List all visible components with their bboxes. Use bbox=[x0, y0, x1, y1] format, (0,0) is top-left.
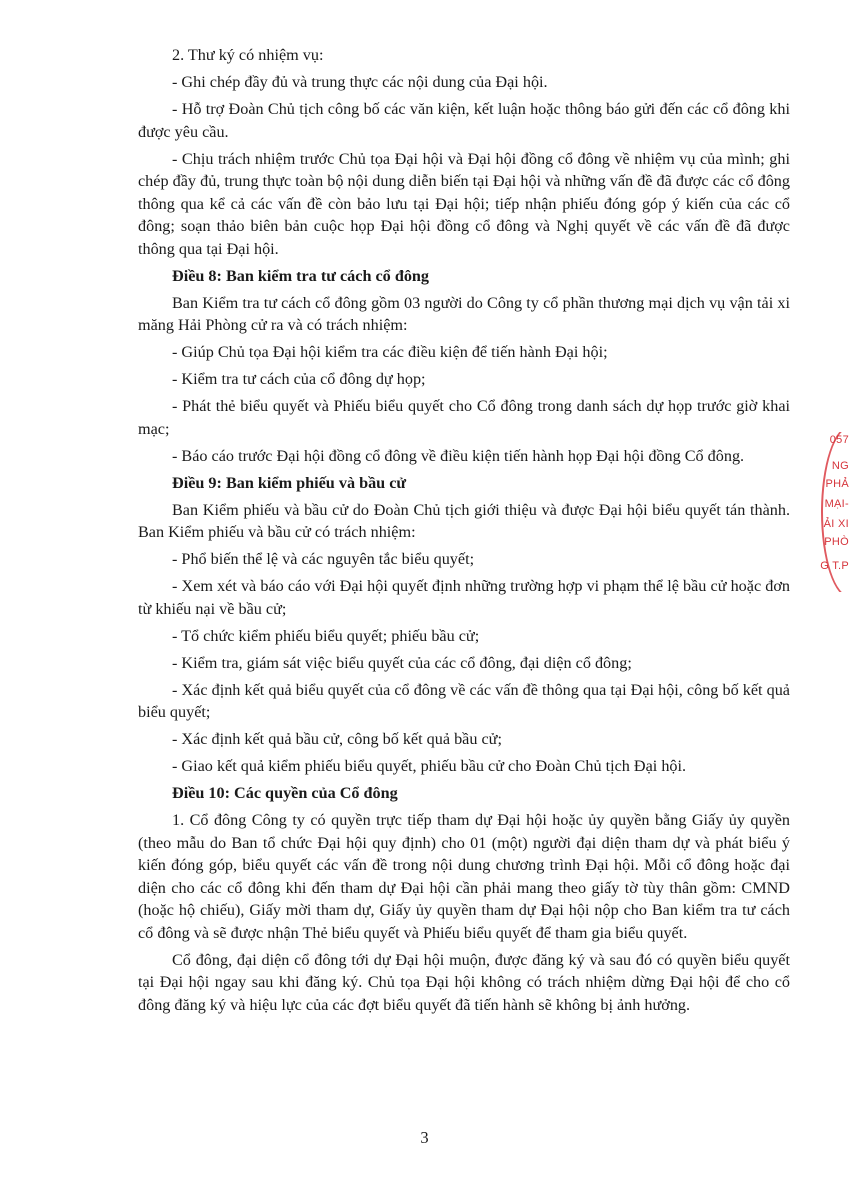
paragraph: Ban Kiểm tra tư cách cổ đông gồm 03 người do Công ty cổ phần thương mại dịch vụ vận tải xi măng Hải Phòng cử ra và có trách nhiệm: bbox=[138, 293, 790, 334]
section-heading: Điều 9: Ban kiểm phiếu và bầu cử bbox=[172, 473, 407, 492]
seal-text: G T.P bbox=[820, 560, 849, 572]
paragraph: Ban Kiểm phiếu và bầu cử do Đoàn Chủ tịch giới thiệu và được Đại hội biểu quyết tán thành. Ban Kiểm phiếu và bầu cử có trách nhiệm: bbox=[138, 500, 790, 541]
paragraph: 1. Cổ đông Công ty có quyền trực tiếp tham dự Đại hội hoặc ủy quyền bằng Giấy ủy quyền (theo mẫu do Ban tổ chức Đại hội quy định) cho 01 (một) người đại diện tham dự và phát biểu ý kiến đóng góp, biểu quyết các vấn đề trong nội dung chương trình Đại hội. Mỗi cổ đông hoặc đại diện cho các cổ đông khi đến tham dự Đại hội cần phải mang theo giấy tờ tùy thân gồm: CMND (hoặc hộ chiếu), Giấy mời tham dự, Giấy ủy quyền tham dự Đại hội nộp cho Ban kiểm tra tư cách cổ đông và sẽ được nhận Thẻ biểu quyết và Phiếu biểu quyết để tham gia biểu quyết. bbox=[138, 811, 790, 942]
company-seal bbox=[819, 432, 849, 592]
seal-text: ẢI XI bbox=[823, 518, 849, 530]
paragraph: - Xem xét và báo cáo với Đại hội quyết định những trường hợp vi phạm thể lệ bầu cử hoặc đơn từ khiếu nại về bầu cử; bbox=[138, 577, 790, 618]
paragraph: - Giúp Chủ tọa Đại hội kiểm tra các điều kiện để tiến hành Đại hội; bbox=[172, 343, 608, 361]
paragraph: - Giao kết quả kiểm phiếu biểu quyết, phiếu bầu cử cho Đoàn Chủ tịch Đại hội. bbox=[172, 757, 687, 775]
paragraph: - Kiểm tra, giám sát việc biểu quyết của các cổ đông, đại diện cổ đông; bbox=[172, 653, 632, 672]
paragraph: - Phổ biến thể lệ và các nguyên tắc biểu quyết; bbox=[172, 550, 475, 568]
paragraph: - Phát thẻ biểu quyết và Phiếu biểu quyết cho Cổ đông trong danh sách dự họp trước giờ khai mạc; bbox=[138, 397, 790, 438]
paragraph: - Kiểm tra tư cách của cổ đông dự họp; bbox=[172, 370, 426, 388]
seal-text: NG bbox=[831, 460, 849, 472]
seal-text: MẠI- bbox=[824, 498, 849, 510]
paragraph: - Ghi chép đầy đủ và trung thực các nội dung của Đại hội. bbox=[172, 73, 548, 91]
seal-text: PHÒ bbox=[824, 536, 849, 548]
paragraph: - Chịu trách nhiệm trước Chủ tọa Đại hội và Đại hội đồng cổ đông về nhiệm vụ của mình; ghi chép đầy đủ, trung thực toàn bộ nội dung diễn biến tại Đại hội và những vấn đề đã được các cổ đông thông qua kể cả các vấn đề còn bảo lưu tại Đại hội; tiếp nhận phiếu đóng góp ý kiến của các cổ đông; soạn thảo biên bản cuộc họp Đại hội đồng cổ đông và Nghị quyết về các vấn đề đã được thông qua tại Đại hội. bbox=[138, 149, 790, 258]
paragraph: - Xác định kết quả biểu quyết của cổ đông về các vấn đề thông qua tại Đại hội, công bố kết quả biểu quyết; bbox=[138, 680, 790, 721]
section-heading: Điều 8: Ban kiểm tra tư cách cổ đông bbox=[172, 266, 430, 285]
paragraph: - Tổ chức kiểm phiếu biểu quyết; phiếu bầu cử; bbox=[172, 626, 480, 645]
paragraph: - Báo cáo trước Đại hội đồng cổ đông về điều kiện tiến hành họp Đại hội đồng Cổ đông. bbox=[172, 446, 745, 465]
section-heading: Điều 10: Các quyền của Cổ đông bbox=[172, 784, 398, 802]
document-body bbox=[138, 44, 790, 1021]
seal-text: 057 bbox=[829, 434, 849, 446]
paragraph: 2. Thư ký có nhiệm vụ: bbox=[172, 46, 324, 64]
paragraph: - Hỗ trợ Đoàn Chủ tịch công bố các văn kiện, kết luận hoặc thông báo gửi đến các cổ đông khi được yêu cầu. bbox=[138, 100, 790, 141]
seal-text: PHẢ bbox=[825, 478, 849, 490]
paragraph: - Xác định kết quả bầu cử, công bố kết quả bầu cử; bbox=[172, 730, 502, 748]
paragraph: Cổ đông, đại diện cổ đông tới dự Đại hội muộn, được đăng ký và sau đó có quyền biểu quyết tại Đại hội ngay sau khi đăng ký. Chủ tọa Đại hội không có trách nhiệm dừng Đại hội để cho cổ đông đăng ký và hiệu lực của các đợt biểu quyết đã tiến hành sẽ không bị ảnh hưởng. bbox=[138, 950, 790, 1014]
page-number: 3 bbox=[420, 1128, 429, 1147]
